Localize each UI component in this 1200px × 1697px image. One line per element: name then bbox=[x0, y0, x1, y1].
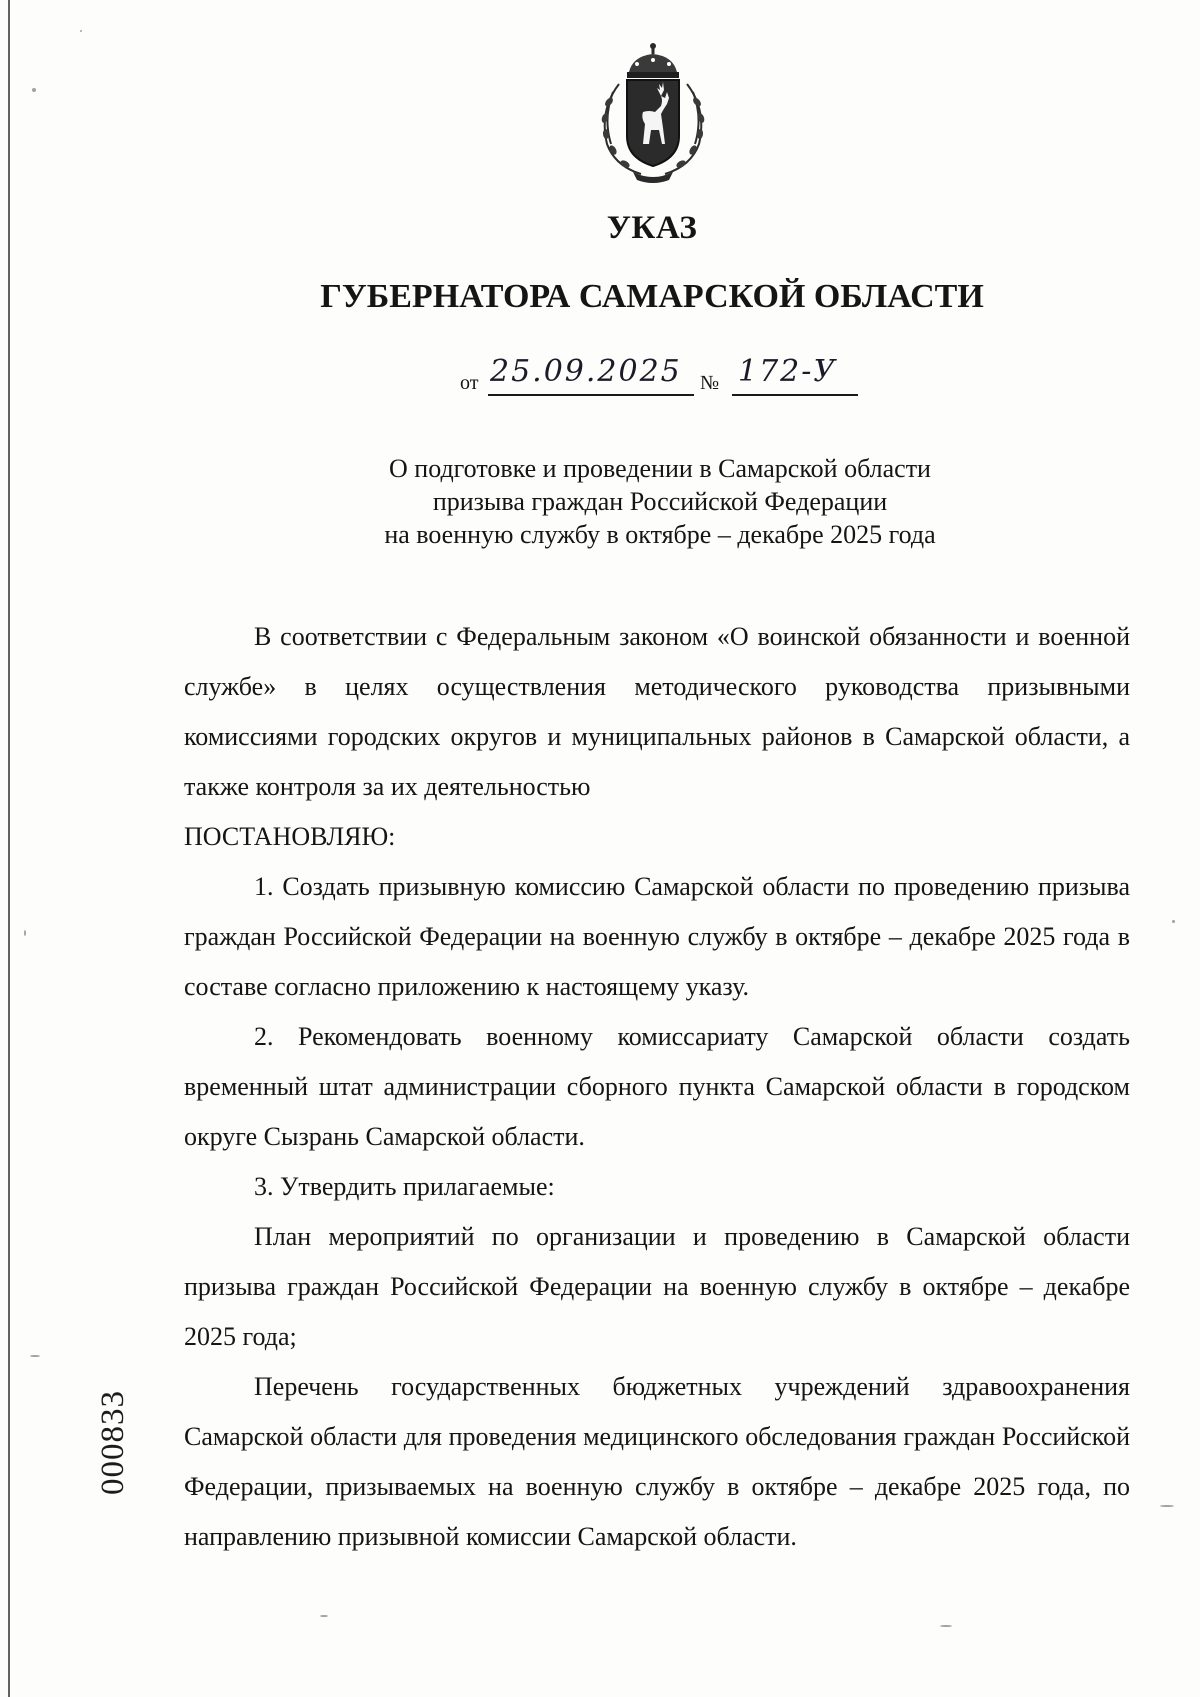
document-title: УКАЗ bbox=[606, 210, 698, 246]
number-label: № bbox=[700, 372, 720, 394]
decree-subject bbox=[300, 452, 1020, 551]
clause-3-item-list: Перечень государственных бюджетных учреждений здравоохранения Самарской области для проведения медицинского обследования граждан Российской Федерации, призываемых на военную службу в октябре – декабре 2025 года, по направлению призывной комиссии Самарской области. bbox=[184, 1372, 1130, 1551]
handwritten-date: 25.09.2025 bbox=[490, 354, 682, 389]
document-subtitle: ГУБЕРНАТОРА САМАРСКОЙ ОБЛАСТИ bbox=[320, 278, 984, 315]
date-underline bbox=[488, 394, 694, 396]
scan-speck bbox=[320, 1615, 328, 1617]
preamble-paragraph: В соответствии с Федеральным законом «О воинской обязанности и военной службе» в целях осуществления методического руководства призывными комиссиями городских округов и муниципальных районов в Самарской области, а также контроля за их деятельностью bbox=[184, 622, 1130, 801]
subject-line: на военную службу в октябре – декабре 2025 года bbox=[384, 520, 936, 549]
date-number-line bbox=[460, 354, 890, 404]
scan-speck bbox=[30, 1355, 40, 1357]
subject-line: призыва граждан Российской Федерации bbox=[432, 487, 888, 516]
clause-2: 2. Рекомендовать военному комиссариату Самарской области создать временный штат администрации сборного пункта Самарской области в городском округе Сызрань Самарской области. bbox=[184, 1022, 1130, 1151]
clause-1: 1. Создать призывную комиссию Самарской области по проведению призыва граждан Российской Федерации на военную службу в октябре – декабре 2025 года в составе согласно приложению к настоящему указу. bbox=[184, 872, 1130, 1001]
scan-speck bbox=[940, 1625, 952, 1627]
scan-speck bbox=[80, 30, 82, 32]
number-underline bbox=[732, 394, 858, 396]
clause-3: 3. Утвердить прилагаемые: bbox=[254, 1172, 555, 1201]
coat-of-arms-emblem bbox=[589, 40, 717, 188]
date-from-label: от bbox=[460, 372, 479, 394]
scan-speck bbox=[24, 930, 26, 936]
subject-line: О подготовке и проведении в Самарской области bbox=[389, 454, 931, 483]
margin-registration-number: 000833 bbox=[95, 1390, 131, 1495]
scan-edge-line bbox=[8, 0, 10, 1697]
scan-speck bbox=[1160, 1505, 1174, 1507]
scan-speck bbox=[1172, 920, 1175, 923]
resolution-word: ПОСТАНОВЛЯЮ: bbox=[184, 822, 396, 851]
handwritten-number: 172-У bbox=[738, 354, 838, 389]
scan-speck bbox=[32, 88, 36, 92]
decree-body bbox=[184, 612, 1130, 1562]
clause-3-item-plan: План мероприятий по организации и проведению в Самарской области призыва граждан Российской Федерации на военную службу в октябре – декабре 2025 года; bbox=[184, 1222, 1130, 1351]
